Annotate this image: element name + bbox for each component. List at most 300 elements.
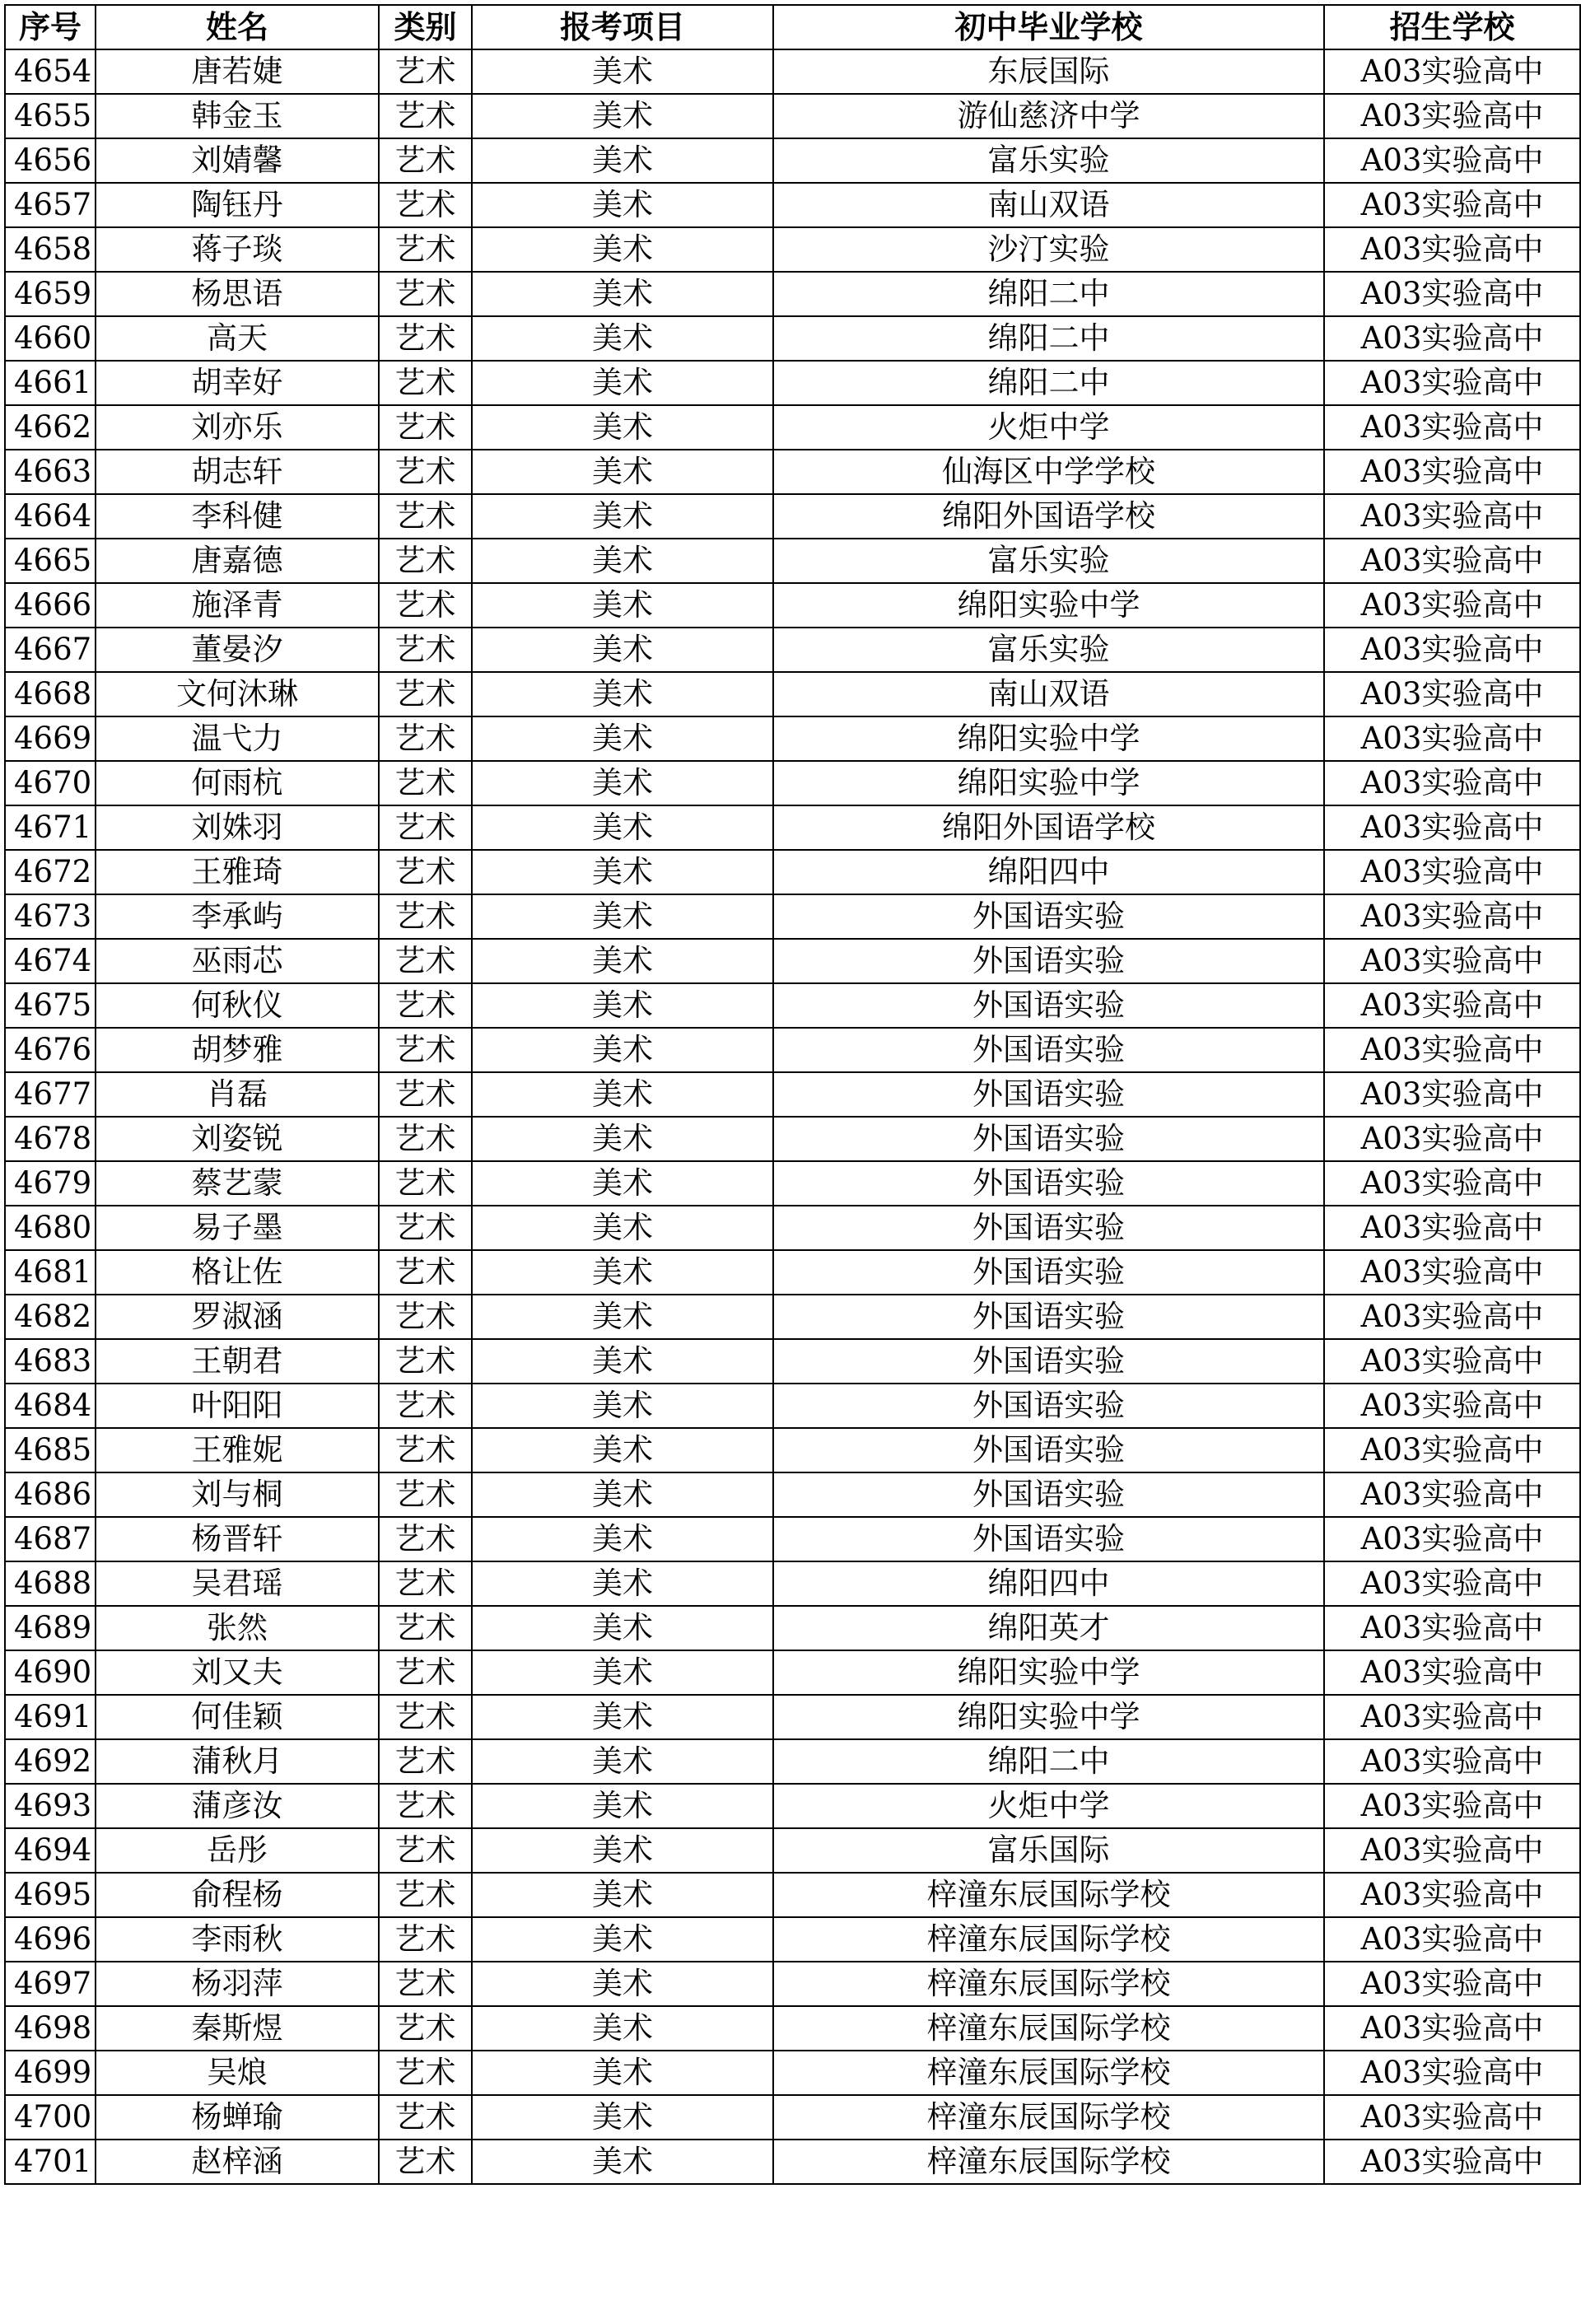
cell-junior-school: 南山双语 — [773, 183, 1324, 227]
table-row — [5, 2051, 1580, 2095]
cell-admission-school: A03实验高中 — [1324, 1295, 1580, 1339]
table-row — [5, 94, 1580, 138]
cell-junior-school: 绵阳四中 — [773, 850, 1324, 894]
cell-seq: 4656 — [5, 138, 96, 183]
cell-admission-school: A03实验高中 — [1324, 1650, 1580, 1695]
table-row — [5, 1384, 1580, 1428]
cell-category: 艺术 — [379, 1739, 472, 1784]
cell-seq: 4670 — [5, 761, 96, 805]
cell-junior-school: 绵阳实验中学 — [773, 1650, 1324, 1695]
cell-category: 艺术 — [379, 138, 472, 183]
table-row — [5, 183, 1580, 227]
table-row — [5, 405, 1580, 450]
cell-name: 杨晋轩 — [96, 1517, 379, 1561]
cell-project: 美术 — [472, 939, 773, 983]
cell-admission-school: A03实验高中 — [1324, 583, 1580, 628]
cell-category: 艺术 — [379, 1606, 472, 1650]
cell-name: 叶阳阳 — [96, 1384, 379, 1428]
cell-seq: 4697 — [5, 1962, 96, 2006]
cell-junior-school: 游仙慈济中学 — [773, 94, 1324, 138]
cell-project: 美术 — [472, 1384, 773, 1428]
table-row — [5, 272, 1580, 316]
cell-admission-school: A03实验高中 — [1324, 1428, 1580, 1472]
header-project: 报考项目 — [472, 5, 773, 49]
cell-junior-school: 梓潼东辰国际学校 — [773, 2095, 1324, 2140]
cell-project: 美术 — [472, 716, 773, 761]
table-row — [5, 672, 1580, 716]
cell-seq: 4659 — [5, 272, 96, 316]
cell-admission-school: A03实验高中 — [1324, 894, 1580, 939]
cell-name: 格让佐 — [96, 1250, 379, 1295]
cell-project: 美术 — [472, 183, 773, 227]
cell-project: 美术 — [472, 272, 773, 316]
cell-admission-school: A03实验高中 — [1324, 672, 1580, 716]
cell-name: 刘与桐 — [96, 1472, 379, 1517]
cell-category: 艺术 — [379, 1962, 472, 2006]
cell-junior-school: 外国语实验 — [773, 1472, 1324, 1517]
cell-category: 艺术 — [379, 94, 472, 138]
cell-admission-school: A03实验高中 — [1324, 1606, 1580, 1650]
table-row — [5, 1561, 1580, 1606]
cell-project: 美术 — [472, 2140, 773, 2184]
header-junior-school: 初中毕业学校 — [773, 5, 1324, 49]
cell-name: 刘亦乐 — [96, 405, 379, 450]
cell-category: 艺术 — [379, 628, 472, 672]
cell-seq: 4671 — [5, 805, 96, 850]
cell-project: 美术 — [472, 1517, 773, 1561]
cell-admission-school: A03实验高中 — [1324, 539, 1580, 583]
cell-name: 温弋力 — [96, 716, 379, 761]
cell-name: 陶钰丹 — [96, 183, 379, 227]
cell-project: 美术 — [472, 1873, 773, 1917]
table-row — [5, 1206, 1580, 1250]
cell-seq: 4695 — [5, 1873, 96, 1917]
cell-admission-school: A03实验高中 — [1324, 716, 1580, 761]
cell-admission-school: A03实验高中 — [1324, 1250, 1580, 1295]
cell-seq: 4693 — [5, 1784, 96, 1828]
cell-seq: 4691 — [5, 1695, 96, 1739]
cell-project: 美术 — [472, 1695, 773, 1739]
table-row — [5, 49, 1580, 94]
header-seq: 序号 — [5, 5, 96, 49]
cell-seq: 4669 — [5, 716, 96, 761]
cell-name: 文何沐琳 — [96, 672, 379, 716]
cell-admission-school: A03实验高中 — [1324, 1161, 1580, 1206]
cell-name: 唐嘉德 — [96, 539, 379, 583]
cell-seq: 4658 — [5, 227, 96, 272]
cell-name: 刘姿锐 — [96, 1117, 379, 1161]
cell-category: 艺术 — [379, 1561, 472, 1606]
cell-project: 美术 — [472, 1784, 773, 1828]
cell-category: 艺术 — [379, 1472, 472, 1517]
cell-project: 美术 — [472, 94, 773, 138]
cell-junior-school: 外国语实验 — [773, 983, 1324, 1028]
cell-project: 美术 — [472, 1828, 773, 1873]
table-row — [5, 361, 1580, 405]
cell-junior-school: 东辰国际 — [773, 49, 1324, 94]
cell-project: 美术 — [472, 1561, 773, 1606]
cell-seq: 4692 — [5, 1739, 96, 1784]
header-name: 姓名 — [96, 5, 379, 49]
cell-junior-school: 绵阳外国语学校 — [773, 494, 1324, 539]
cell-admission-school: A03实验高中 — [1324, 1873, 1580, 1917]
cell-seq: 4667 — [5, 628, 96, 672]
cell-admission-school: A03实验高中 — [1324, 1028, 1580, 1072]
cell-project: 美术 — [472, 1962, 773, 2006]
table-row — [5, 1428, 1580, 1472]
cell-project: 美术 — [472, 1606, 773, 1650]
table-row — [5, 2140, 1580, 2184]
table-row — [5, 850, 1580, 894]
cell-seq: 4698 — [5, 2006, 96, 2051]
table-row — [5, 1828, 1580, 1873]
cell-seq: 4654 — [5, 49, 96, 94]
table-row — [5, 1917, 1580, 1962]
cell-project: 美术 — [472, 894, 773, 939]
cell-category: 艺术 — [379, 1250, 472, 1295]
table-row — [5, 805, 1580, 850]
cell-junior-school: 梓潼东辰国际学校 — [773, 2140, 1324, 2184]
cell-junior-school: 外国语实验 — [773, 1517, 1324, 1561]
cell-seq: 4696 — [5, 1917, 96, 1962]
cell-category: 艺术 — [379, 1873, 472, 1917]
table-row — [5, 1339, 1580, 1384]
cell-seq: 4663 — [5, 450, 96, 494]
cell-junior-school: 外国语实验 — [773, 1250, 1324, 1295]
cell-category: 艺术 — [379, 716, 472, 761]
table-row — [5, 2095, 1580, 2140]
cell-admission-school: A03实验高中 — [1324, 1206, 1580, 1250]
cell-name: 王朝君 — [96, 1339, 379, 1384]
cell-name: 何秋仪 — [96, 983, 379, 1028]
cell-category: 艺术 — [379, 1161, 472, 1206]
cell-junior-school: 外国语实验 — [773, 939, 1324, 983]
cell-category: 艺术 — [379, 1117, 472, 1161]
cell-project: 美术 — [472, 1295, 773, 1339]
cell-project: 美术 — [472, 227, 773, 272]
cell-name: 王雅妮 — [96, 1428, 379, 1472]
cell-junior-school: 火炬中学 — [773, 405, 1324, 450]
cell-project: 美术 — [472, 539, 773, 583]
cell-admission-school: A03实验高中 — [1324, 450, 1580, 494]
cell-category: 艺术 — [379, 539, 472, 583]
cell-category: 艺术 — [379, 583, 472, 628]
cell-admission-school: A03实验高中 — [1324, 2095, 1580, 2140]
cell-junior-school: 外国语实验 — [773, 1072, 1324, 1117]
cell-name: 吴君瑶 — [96, 1561, 379, 1606]
cell-name: 施泽青 — [96, 583, 379, 628]
cell-seq: 4699 — [5, 2051, 96, 2095]
cell-admission-school: A03实验高中 — [1324, 983, 1580, 1028]
cell-category: 艺术 — [379, 1517, 472, 1561]
cell-name: 易子墨 — [96, 1206, 379, 1250]
cell-junior-school: 外国语实验 — [773, 1295, 1324, 1339]
cell-admission-school: A03实验高中 — [1324, 1784, 1580, 1828]
cell-project: 美术 — [472, 2051, 773, 2095]
cell-seq: 4682 — [5, 1295, 96, 1339]
header-admission-school: 招生学校 — [1324, 5, 1580, 49]
cell-junior-school: 富乐实验 — [773, 138, 1324, 183]
cell-name: 刘婧馨 — [96, 138, 379, 183]
cell-admission-school: A03实验高中 — [1324, 2006, 1580, 2051]
table-row — [5, 539, 1580, 583]
cell-junior-school: 富乐实验 — [773, 539, 1324, 583]
cell-name: 吴烺 — [96, 2051, 379, 2095]
cell-junior-school: 外国语实验 — [773, 1384, 1324, 1428]
cell-admission-school: A03实验高中 — [1324, 1917, 1580, 1962]
cell-name: 李科健 — [96, 494, 379, 539]
cell-name: 蔡艺蒙 — [96, 1161, 379, 1206]
cell-name: 李承屿 — [96, 894, 379, 939]
cell-seq: 4668 — [5, 672, 96, 716]
cell-junior-school: 沙汀实验 — [773, 227, 1324, 272]
cell-admission-school: A03实验高中 — [1324, 272, 1580, 316]
cell-name: 王雅琦 — [96, 850, 379, 894]
cell-junior-school: 绵阳二中 — [773, 316, 1324, 361]
cell-admission-school: A03实验高中 — [1324, 1517, 1580, 1561]
cell-admission-school: A03实验高中 — [1324, 1739, 1580, 1784]
cell-seq: 4689 — [5, 1606, 96, 1650]
cell-category: 艺术 — [379, 405, 472, 450]
cell-seq: 4684 — [5, 1384, 96, 1428]
cell-admission-school: A03实验高中 — [1324, 1339, 1580, 1384]
cell-seq: 4685 — [5, 1428, 96, 1472]
admission-table — [4, 4, 1581, 2185]
table-row — [5, 1784, 1580, 1828]
cell-category: 艺术 — [379, 1828, 472, 1873]
cell-admission-school: A03实验高中 — [1324, 49, 1580, 94]
cell-admission-school: A03实验高中 — [1324, 361, 1580, 405]
cell-seq: 4694 — [5, 1828, 96, 1873]
cell-project: 美术 — [472, 1917, 773, 1962]
table-row — [5, 1161, 1580, 1206]
table-header — [5, 5, 1580, 49]
cell-category: 艺术 — [379, 227, 472, 272]
cell-admission-school: A03实验高中 — [1324, 1117, 1580, 1161]
cell-project: 美术 — [472, 1117, 773, 1161]
cell-name: 胡梦雅 — [96, 1028, 379, 1072]
cell-category: 艺术 — [379, 1339, 472, 1384]
cell-name: 巫雨芯 — [96, 939, 379, 983]
cell-name: 俞程杨 — [96, 1873, 379, 1917]
cell-seq: 4681 — [5, 1250, 96, 1295]
cell-junior-school: 绵阳二中 — [773, 1739, 1324, 1784]
table-row — [5, 628, 1580, 672]
table-row — [5, 1695, 1580, 1739]
header-category: 类别 — [379, 5, 472, 49]
cell-admission-school: A03实验高中 — [1324, 1561, 1580, 1606]
cell-junior-school: 外国语实验 — [773, 1428, 1324, 1472]
cell-seq: 4687 — [5, 1517, 96, 1561]
cell-project: 美术 — [472, 1161, 773, 1206]
cell-category: 艺术 — [379, 761, 472, 805]
table-row — [5, 716, 1580, 761]
table-row — [5, 1295, 1580, 1339]
cell-project: 美术 — [472, 1472, 773, 1517]
cell-category: 艺术 — [379, 1650, 472, 1695]
cell-seq: 4683 — [5, 1339, 96, 1384]
cell-project: 美术 — [472, 1339, 773, 1384]
cell-seq: 4662 — [5, 405, 96, 450]
table-row — [5, 894, 1580, 939]
cell-name: 蒲彦汝 — [96, 1784, 379, 1828]
cell-category: 艺术 — [379, 1206, 472, 1250]
cell-seq: 4672 — [5, 850, 96, 894]
cell-name: 刘又夫 — [96, 1650, 379, 1695]
cell-admission-school: A03实验高中 — [1324, 850, 1580, 894]
cell-name: 岳彤 — [96, 1828, 379, 1873]
cell-junior-school: 外国语实验 — [773, 1339, 1324, 1384]
cell-name: 杨思语 — [96, 272, 379, 316]
cell-category: 艺术 — [379, 1028, 472, 1072]
cell-project: 美术 — [472, 361, 773, 405]
cell-category: 艺术 — [379, 272, 472, 316]
cell-category: 艺术 — [379, 361, 472, 405]
cell-junior-school: 绵阳二中 — [773, 272, 1324, 316]
header-row — [5, 5, 1580, 49]
cell-name: 何雨杭 — [96, 761, 379, 805]
cell-junior-school: 外国语实验 — [773, 1117, 1324, 1161]
cell-admission-school: A03实验高中 — [1324, 1695, 1580, 1739]
cell-name: 杨蝉瑜 — [96, 2095, 379, 2140]
cell-junior-school: 绵阳实验中学 — [773, 761, 1324, 805]
cell-project: 美术 — [472, 1072, 773, 1117]
cell-junior-school: 绵阳英才 — [773, 1606, 1324, 1650]
table-row — [5, 494, 1580, 539]
cell-junior-school: 绵阳实验中学 — [773, 583, 1324, 628]
cell-category: 艺术 — [379, 805, 472, 850]
cell-name: 胡志轩 — [96, 450, 379, 494]
table-row — [5, 983, 1580, 1028]
cell-name: 胡幸好 — [96, 361, 379, 405]
table-row — [5, 1650, 1580, 1695]
cell-project: 美术 — [472, 1739, 773, 1784]
table-row — [5, 1517, 1580, 1561]
table-row — [5, 939, 1580, 983]
cell-junior-school: 绵阳二中 — [773, 361, 1324, 405]
cell-category: 艺术 — [379, 894, 472, 939]
cell-junior-school: 南山双语 — [773, 672, 1324, 716]
cell-project: 美术 — [472, 1028, 773, 1072]
table-row — [5, 1962, 1580, 2006]
table-row — [5, 138, 1580, 183]
cell-project: 美术 — [472, 450, 773, 494]
table-row — [5, 1739, 1580, 1784]
table-row — [5, 761, 1580, 805]
cell-admission-school: A03实验高中 — [1324, 138, 1580, 183]
cell-project: 美术 — [472, 1650, 773, 1695]
cell-admission-school: A03实验高中 — [1324, 939, 1580, 983]
cell-name: 赵梓涵 — [96, 2140, 379, 2184]
cell-seq: 4657 — [5, 183, 96, 227]
cell-admission-school: A03实验高中 — [1324, 761, 1580, 805]
cell-admission-school: A03实验高中 — [1324, 1472, 1580, 1517]
table-row — [5, 1250, 1580, 1295]
cell-junior-school: 梓潼东辰国际学校 — [773, 2051, 1324, 2095]
cell-junior-school: 梓潼东辰国际学校 — [773, 1873, 1324, 1917]
cell-project: 美术 — [472, 850, 773, 894]
cell-category: 艺术 — [379, 1784, 472, 1828]
cell-category: 艺术 — [379, 1072, 472, 1117]
table-row — [5, 1117, 1580, 1161]
cell-junior-school: 梓潼东辰国际学校 — [773, 2006, 1324, 2051]
cell-junior-school: 外国语实验 — [773, 1161, 1324, 1206]
cell-seq: 4660 — [5, 316, 96, 361]
cell-project: 美术 — [472, 405, 773, 450]
cell-junior-school: 梓潼东辰国际学校 — [773, 1917, 1324, 1962]
cell-name: 高天 — [96, 316, 379, 361]
cell-junior-school: 富乐国际 — [773, 1828, 1324, 1873]
cell-seq: 4688 — [5, 1561, 96, 1606]
cell-project: 美术 — [472, 672, 773, 716]
cell-category: 艺术 — [379, 316, 472, 361]
cell-admission-school: A03实验高中 — [1324, 494, 1580, 539]
cell-name: 刘姝羽 — [96, 805, 379, 850]
cell-name: 李雨秋 — [96, 1917, 379, 1962]
cell-name: 秦斯煜 — [96, 2006, 379, 2051]
cell-category: 艺术 — [379, 2006, 472, 2051]
table-row — [5, 2006, 1580, 2051]
cell-seq: 4661 — [5, 361, 96, 405]
cell-category: 艺术 — [379, 183, 472, 227]
cell-category: 艺术 — [379, 494, 472, 539]
cell-name: 董晏汐 — [96, 628, 379, 672]
cell-junior-school: 外国语实验 — [773, 1206, 1324, 1250]
cell-project: 美术 — [472, 1428, 773, 1472]
cell-junior-school: 富乐实验 — [773, 628, 1324, 672]
cell-name: 杨羽萍 — [96, 1962, 379, 2006]
cell-admission-school: A03实验高中 — [1324, 183, 1580, 227]
cell-seq: 4690 — [5, 1650, 96, 1695]
table-row — [5, 450, 1580, 494]
cell-project: 美术 — [472, 761, 773, 805]
cell-category: 艺术 — [379, 1428, 472, 1472]
cell-admission-school: A03实验高中 — [1324, 94, 1580, 138]
cell-project: 美术 — [472, 983, 773, 1028]
cell-project: 美术 — [472, 2006, 773, 2051]
cell-project: 美术 — [472, 49, 773, 94]
cell-name: 蒲秋月 — [96, 1739, 379, 1784]
cell-project: 美术 — [472, 494, 773, 539]
cell-seq: 4655 — [5, 94, 96, 138]
cell-category: 艺术 — [379, 1384, 472, 1428]
cell-name: 肖磊 — [96, 1072, 379, 1117]
cell-category: 艺术 — [379, 2140, 472, 2184]
cell-name: 何佳颖 — [96, 1695, 379, 1739]
cell-junior-school: 绵阳四中 — [773, 1561, 1324, 1606]
cell-category: 艺术 — [379, 672, 472, 716]
cell-name: 罗淑涵 — [96, 1295, 379, 1339]
table-row — [5, 227, 1580, 272]
cell-seq: 4674 — [5, 939, 96, 983]
cell-category: 艺术 — [379, 1695, 472, 1739]
table-row — [5, 1028, 1580, 1072]
cell-category: 艺术 — [379, 1917, 472, 1962]
cell-junior-school: 外国语实验 — [773, 894, 1324, 939]
cell-project: 美术 — [472, 805, 773, 850]
cell-seq: 4700 — [5, 2095, 96, 2140]
cell-admission-school: A03实验高中 — [1324, 405, 1580, 450]
cell-admission-school: A03实验高中 — [1324, 1384, 1580, 1428]
cell-junior-school: 绵阳实验中学 — [773, 1695, 1324, 1739]
cell-junior-school: 仙海区中学学校 — [773, 450, 1324, 494]
cell-junior-school: 梓潼东辰国际学校 — [773, 1962, 1324, 2006]
cell-seq: 4680 — [5, 1206, 96, 1250]
cell-seq: 4665 — [5, 539, 96, 583]
cell-admission-school: A03实验高中 — [1324, 805, 1580, 850]
cell-seq: 4686 — [5, 1472, 96, 1517]
cell-category: 艺术 — [379, 1295, 472, 1339]
